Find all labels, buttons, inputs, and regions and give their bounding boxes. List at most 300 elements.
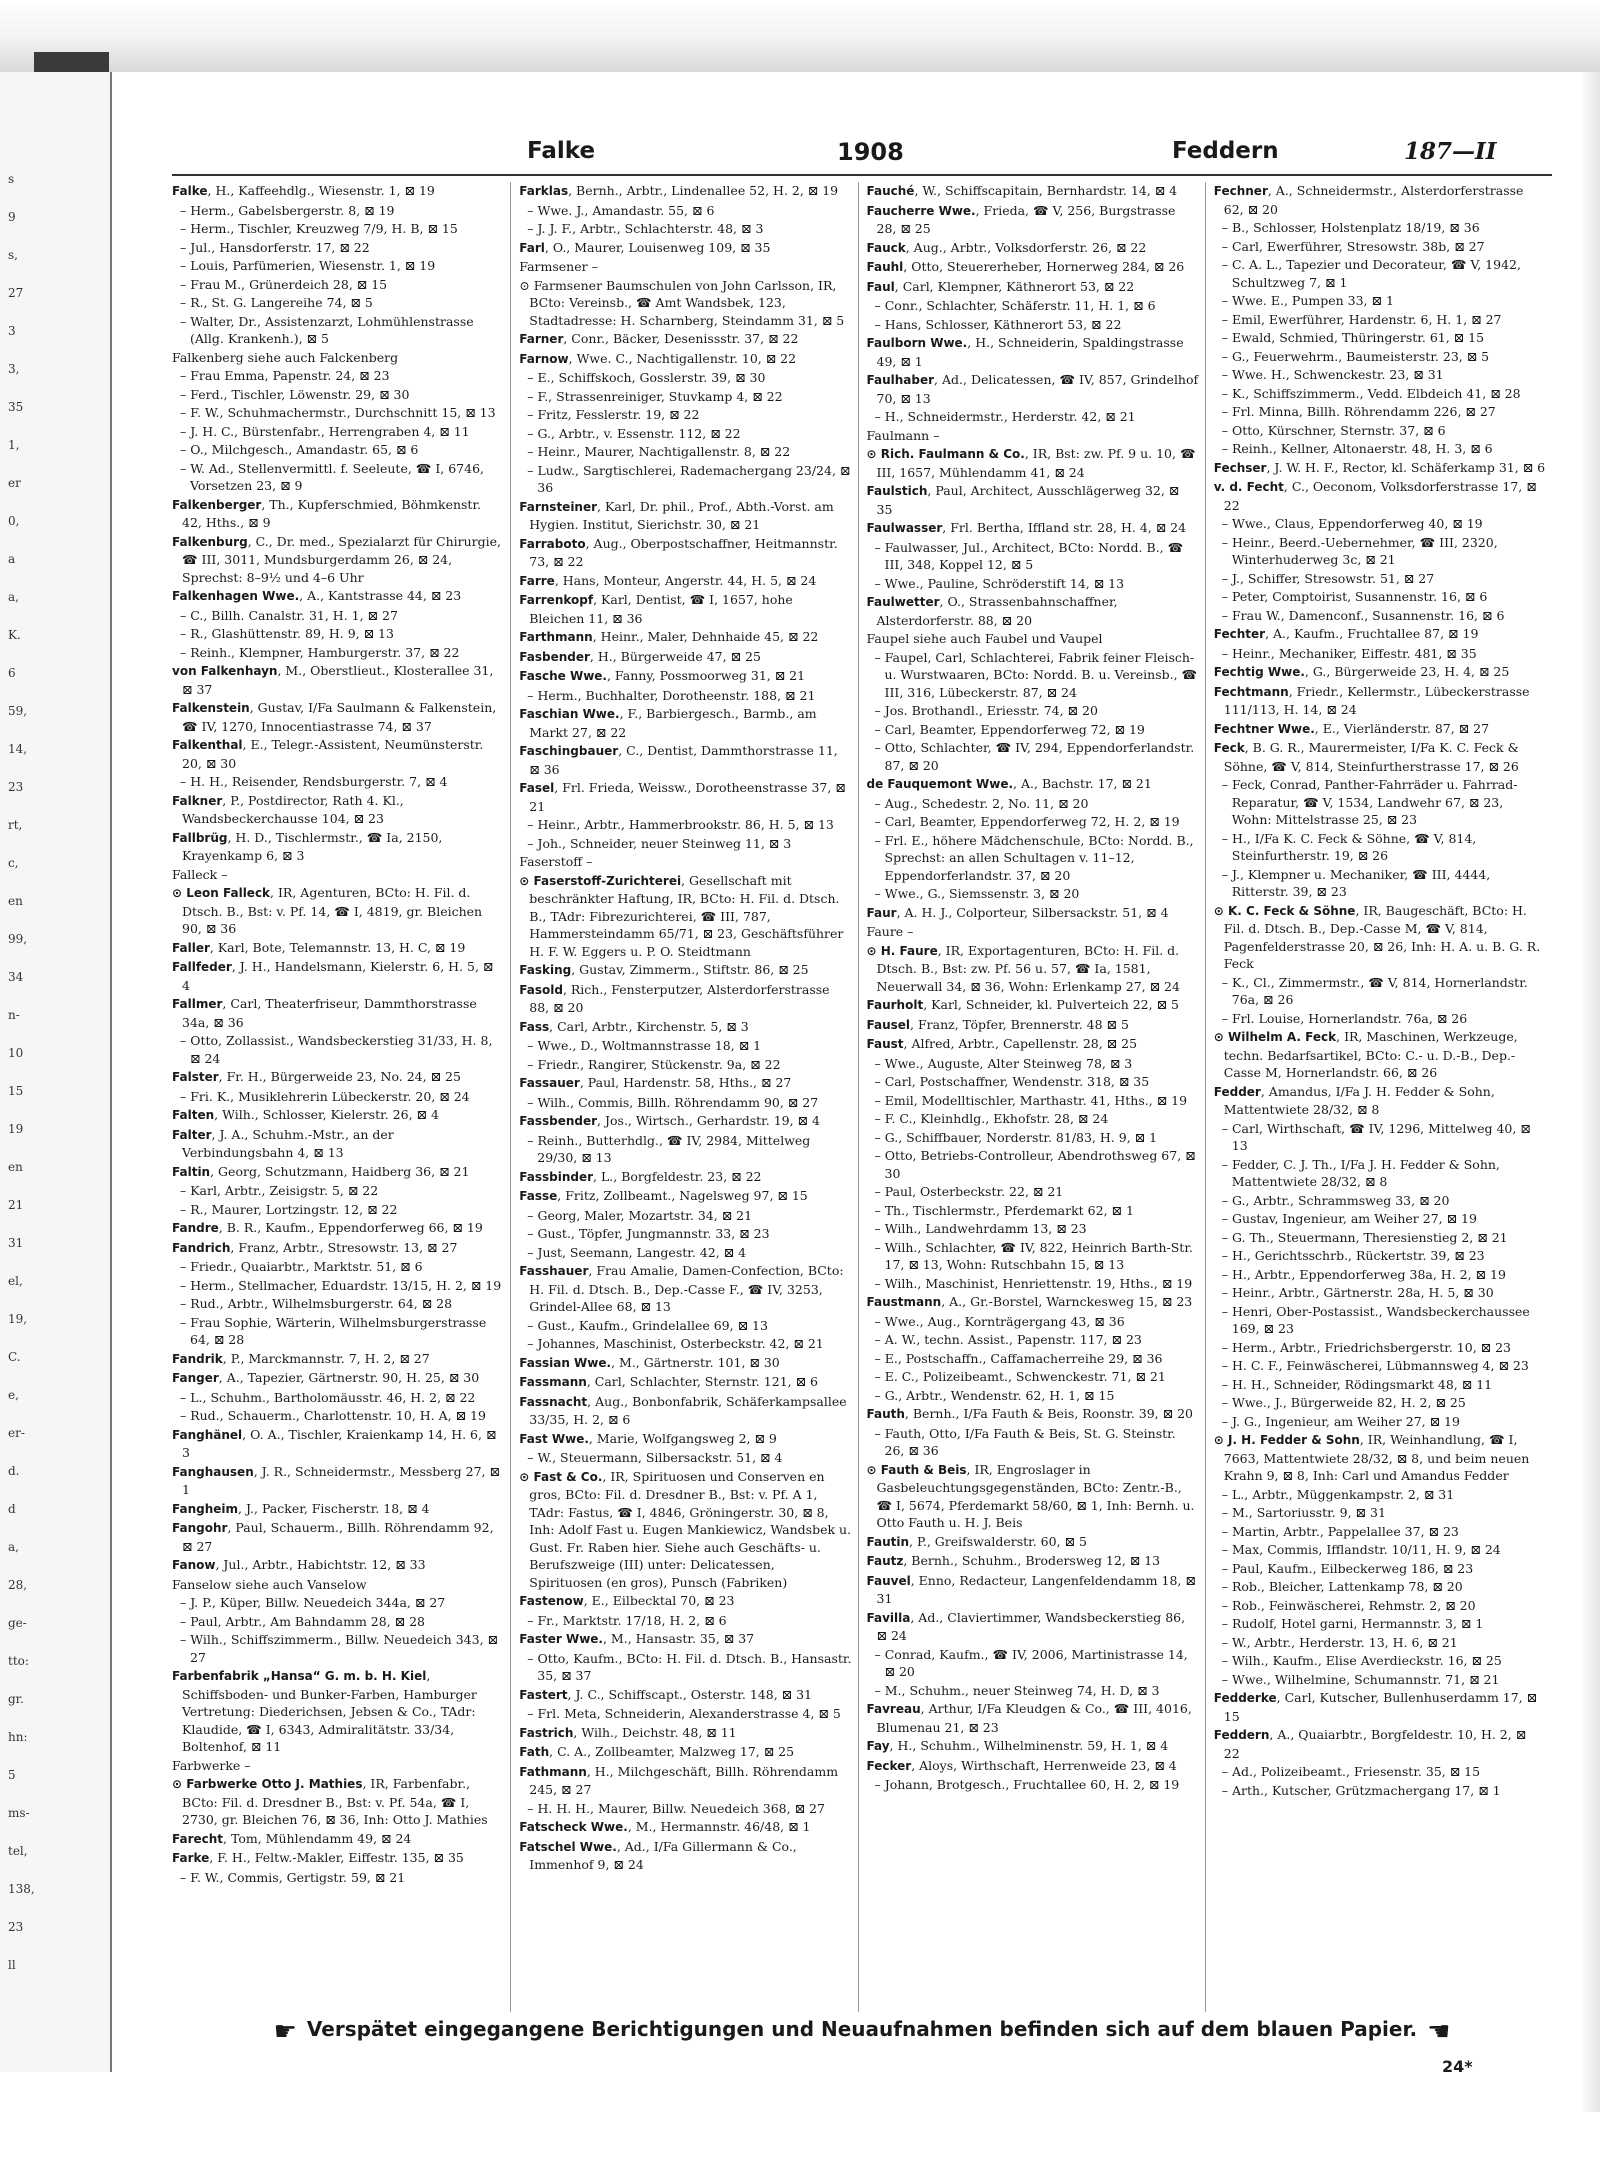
directory-entry: ⊙ Faserstoff-Zurichterei, Gesellschaft mit beschränkter Haftung, IR, BCto: H. Fil. d. Dtsch. B., TAdr: Fibrezurichterei, ☎ III, 787, Hammersteindamm 65/71, ⊠ 23, Geschäftsführer H. F. W. Eggers u. P. O. Steidtmann [519, 872, 844, 959]
directory-entry: – E., Postschaffn., Caffamacherreihe 29, ⊠ 36 [874, 1350, 1163, 1366]
directory-entry: Fass, Carl, Arbtr., Kirchenstr. 5, ⊠ 3 [519, 1018, 749, 1034]
directory-entry: – Johann, Brotgesch., Fruchtallee 60, H. 2, ⊠ 19 [874, 1777, 1180, 1792]
directory-entry: Faulwetter, O., Strassenbahnschaffner, Alsterdorferstr. 88, ⊠ 20 [866, 594, 1118, 628]
page-header [172, 138, 1552, 172]
directory-entry: ⊙ Farbwerke Otto J. Mathies, IR, Farbenfabr., BCto: Fil. d. Dresdner B., Bst: v. Pf. 54a, ☎ I, 2730, gr. Bleichen 76, ⊠ 36, Inh: Otto J. Mathies [172, 1776, 488, 1827]
gutter-fragment: 28, [8, 1578, 28, 1592]
directory-entry: Farecht, Tom, Mühlendamm 49, ⊠ 24 [172, 1830, 412, 1846]
directory-entry: – Gust., Kaufm., Grindelallee 69, ⊠ 13 [527, 1317, 768, 1333]
directory-entry: Feddern, A., Quaiarbtr., Borgfeldestr. 10, H. 2, ⊠ 22 [1213, 1727, 1527, 1761]
directory-entry: – Johannes, Maschinist, Osterbeckstr. 42, ⊠ 21 [527, 1336, 824, 1351]
gutter-fragment: 19, [8, 1312, 28, 1326]
directory-entry: – Heinr., Arbtr., Gärtnerstr. 28a, H. 5, ⊠ 30 [1221, 1285, 1494, 1300]
directory-entry: Fassmann, Carl, Schlachter, Sternstr. 121, ⊠ 6 [519, 1374, 818, 1389]
directory-entry: – G. Th., Steuermann, Theresienstieg 2, ⊠ 21 [1221, 1229, 1508, 1245]
gutter-fragment: er- [8, 1426, 25, 1440]
directory-entry: – Ad., Polizeibeamt., Friesenstr. 35, ⊠ 15 [1221, 1764, 1481, 1779]
directory-entry: Fath, C. A., Zollbeamter, Malzweg 17, ⊠ 25 [519, 1744, 795, 1759]
directory-entry: – Aug., Schedestr. 2, No. 11, ⊠ 20 [874, 795, 1089, 811]
directory-entry: – Conrad, Kaufm., ☎ IV, 2006, Martinistrasse 14, ⊠ 20 [874, 1646, 1188, 1679]
directory-entry: Fasking, Gustav, Zimmerm., Stiftstr. 86, ⊠ 25 [519, 962, 809, 977]
gutter-fragment: 6 [8, 666, 16, 680]
directory-entry: Falkenburg, C., Dr. med., Spezialarzt für Chirurgie, ☎ III, 3011, Mundsburgerdamm 26, ⊠ 24, Sprechst: 8–9½ und 4–6 Uhr [172, 533, 502, 585]
directory-entry: – Wwe., D., Woltmannstrasse 18, ⊠ 1 [527, 1038, 762, 1053]
directory-entry: Faulborn Wwe., H., Schneiderin, Spaldingstrasse 49, ⊠ 1 [866, 335, 1184, 369]
directory-entry: – Carl, Postschaffner, Wendenstr. 318, ⊠ 35 [874, 1074, 1150, 1089]
directory-entry: Fastrich, Wilh., Deichstr. 48, ⊠ 11 [519, 1724, 737, 1740]
directory-entry: Fanger, A., Tapezier, Gärtnerstr. 90, H. 25, ⊠ 30 [172, 1370, 480, 1385]
gutter-fragment: 5 [8, 1768, 16, 1782]
directory-entry: Faucherre Wwe., Frieda, ☎ V, 256, Burgstrasse 28, ⊠ 25 [866, 202, 1176, 236]
directory-entry: Fechtmann, Friedr., Kellermstr., Lübeckerstrasse 111/113, H. 14, ⊠ 24 [1213, 683, 1530, 717]
directory-entry: Faulmann – [866, 427, 940, 443]
directory-entry: – Paul, Osterbeckstr. 22, ⊠ 21 [874, 1184, 1064, 1199]
directory-entry: Fecker, Aloys, Wirthschaft, Herrenweide 23, ⊠ 4 [866, 1757, 1177, 1773]
directory-entry: – Friedr., Rangirer, Stückenstr. 9a, ⊠ 22 [527, 1056, 781, 1072]
directory-entry: – Wilh., Schlachter, ☎ IV, 822, Heinrich Barth-Str. 17, ⊠ 13, Wohn: Rutschbahn 15, ⊠ 13 [874, 1239, 1193, 1272]
directory-entry: – Wwe., G., Siemssenstr. 3, ⊠ 20 [874, 886, 1080, 901]
directory-entry: – Conr., Schlachter, Schäferstr. 11, H. 1, ⊠ 6 [874, 298, 1156, 313]
directory-entry: Fay, H., Schuhm., Wilhelminenstr. 59, H. 1, ⊠ 4 [866, 1738, 1169, 1753]
directory-entry: – Otto, Kaufm., BCto: H. Fil. d. Dtsch. B., Hansastr. 35, ⊠ 37 [527, 1650, 852, 1683]
gutter-fragment: 23 [8, 780, 24, 794]
directory-column-1 [172, 182, 511, 2012]
gutter-fragment: a, [8, 1540, 19, 1554]
directory-entry: Fauck, Aug., Arbtr., Volksdorferstr. 26, ⊠ 22 [866, 239, 1147, 255]
directory-entry: ⊙ Farmsener Baumschulen von John Carlsson, IR, BCto: Vereinsb., ☎ Amt Wandsbek, 123, Stadtadresse: H. Scharnberg, Steindamm 31, ⊠ 5 [519, 277, 845, 328]
directory-entry: – Herm., Arbtr., Friedrichsbergerstr. 10, ⊠ 23 [1221, 1339, 1511, 1355]
directory-entry: Fassbender, Jos., Wirtsch., Gerhardstr. 19, ⊠ 4 [519, 1113, 820, 1128]
directory-entry: – Henri, Ober-Postassist., Wandsbeckerchaussee 169, ⊠ 23 [1221, 1303, 1530, 1336]
directory-entry: Fasche Wwe., Fanny, Possmoorweg 31, ⊠ 21 [519, 668, 806, 683]
directory-entry: Fatscheck Wwe., M., Hermannstr. 46/48, ⊠ 1 [519, 1819, 811, 1834]
directory-entry: Fanow, Jul., Arbtr., Habichtstr. 12, ⊠ 33 [172, 1557, 426, 1572]
directory-entry: – Carl, Wirthschaft, ☎ IV, 1296, Mittelweg 40, ⊠ 13 [1221, 1120, 1531, 1153]
pointing-hand-right-icon: ☚ [1427, 2017, 1451, 2047]
directory-entry: Faur, A. H. J., Colporteur, Silbersackstr. 51, ⊠ 4 [866, 904, 1169, 920]
directory-entry: Fasse, Fritz, Zollbeamt., Nagelsweg 97, ⊠ 15 [519, 1188, 808, 1203]
directory-entry: – J., Schiffer, Stresowstr. 51, ⊠ 27 [1221, 570, 1435, 586]
directory-entry: – B., Schlosser, Holstenplatz 18/19, ⊠ 36 [1221, 220, 1480, 235]
gutter-fragment: 99, [8, 932, 28, 946]
directory-entry: – Fri. K., Musiklehrerin Lübeckerstr. 20, ⊠ 24 [180, 1088, 470, 1104]
directory-entry: Farrenkopf, Karl, Dentist, ☎ I, 1657, hohe Bleichen 11, ⊠ 36 [519, 592, 793, 626]
directory-entry: ⊙ Fauth & Beis, IR, Engroslager in Gasbeleuchtungsgegenständen, BCto: Zentr.-B., ☎ I, 5674, Pferdemarkt 58/60, ⊠ 1, Inh: Bernh. u. Otto Fauth u. H. J. Beis [866, 1461, 1195, 1530]
gutter-fragment: ms- [8, 1806, 30, 1820]
gutter-fragment: d [8, 1502, 16, 1516]
directory-entry: – Friedr., Quaiarbtr., Marktstr. 51, ⊠ 6 [180, 1259, 423, 1274]
directory-entry: – H., Arbtr., Eppendorferweg 38a, H. 2, ⊠ 19 [1221, 1266, 1506, 1282]
directory-entry: Farke, F. H., Feltw.-Makler, Eiffestr. 135, ⊠ 35 [172, 1850, 464, 1865]
directory-entry: – Carl, Beamter, Eppendorferweg 72, H. 2, ⊠ 19 [874, 814, 1180, 829]
directory-entry: – Ewald, Schmied, Thüringerstr. 61, ⊠ 15 [1221, 330, 1485, 345]
directory-entry: – Wilh., Commis, Billh. Röhrendamm 90, ⊠ 27 [527, 1094, 819, 1110]
directory-entry: – J. J. F., Arbtr., Schlachterstr. 48, ⊠ 3 [527, 221, 764, 236]
directory-entry: Faul, Carl, Klempner, Käthnerort 53, ⊠ 22 [866, 278, 1135, 294]
directory-entry: Farner, Conr., Bäcker, Desenissstr. 37, ⊠ 22 [519, 331, 799, 346]
directory-entry: Falten, Wilh., Schlosser, Kielerstr. 26, ⊠ 4 [172, 1107, 439, 1122]
directory-entry: – Arth., Kutscher, Grützmachergang 17, ⊠ 1 [1221, 1782, 1501, 1798]
directory-entry: Farnsteiner, Karl, Dr. phil., Prof., Abth.-Vorst. am Hygien. Institut, Sierichstr. 30, ⊠ 21 [519, 498, 834, 532]
directory-entry: ⊙ Fast & Co., IR, Spirituosen und Conserven en gros, BCto: Fil. d. Dresdner B., Bst: v. Pf. A 1, TAdr: Fastus, ☎ I, 4846, Gröningerstr. 30, ⊠ 8, Inh: Adolf Fast u. Eugen Mankiewicz, Wandsbek u. Gust. Fr. Raben hier. Siehe auch Geschäfts- u. Berufszweige (III) unter: Delicatessen, Spirituosen (en gros), Punsch (Fabriken) [519, 1468, 852, 1590]
directory-entry: – R., St. G. Langereihe 74, ⊠ 5 [180, 295, 373, 310]
directory-entry: – Ferd., Tischler, Löwenstr. 29, ⊠ 30 [180, 386, 410, 402]
directory-entry: Farklas, Bernh., Arbtr., Lindenallee 52, H. 2, ⊠ 19 [519, 183, 839, 198]
directory-entry: – Joh., Schneider, neuer Steinweg 11, ⊠ 3 [527, 835, 792, 851]
directory-entry: – J. P., Küper, Billw. Neuedeich 344a, ⊠ 27 [180, 1595, 446, 1610]
directory-entry: Fauché, W., Schiffscapitain, Bernhardstr. 14, ⊠ 4 [866, 183, 1178, 198]
directory-entry: Fastenow, E., Eilbecktal 70, ⊠ 23 [519, 1593, 735, 1608]
directory-entry: – Frl. Louise, Hornerlandstr. 76a, ⊠ 26 [1221, 1010, 1468, 1026]
directory-entry: – Rob., Feinwäscherei, Rehmstr. 2, ⊠ 20 [1221, 1597, 1476, 1613]
directory-entry: Fechser, J. W. H. F., Rector, kl. Schäferkamp 31, ⊠ 6 [1213, 459, 1546, 475]
directory-entry: – Reinh., Butterhdlg., ☎ IV, 2984, Mittelweg 29/30, ⊠ 13 [527, 1132, 811, 1165]
directory-entry: Faulhaber, Ad., Delicatessen, ☎ IV, 857, Grindelhof 70, ⊠ 13 [866, 372, 1199, 406]
gutter-fragment: 59, [8, 704, 28, 718]
directory-entry: – Rudolf, Hotel garni, Hermannstr. 3, ⊠ 1 [1221, 1616, 1484, 1631]
directory-entry: – Herm., Stellmacher, Eduardstr. 13/15, H. 2, ⊠ 19 [180, 1277, 502, 1293]
gutter-fragment: er [8, 476, 21, 490]
directory-entry: – H., Gerichtsschrb., Rückertstr. 39, ⊠ 23 [1221, 1248, 1485, 1263]
directory-entry: – Frl. Minna, Billh. Röhrendamm 226, ⊠ 27 [1221, 404, 1496, 419]
directory-entry: Fastert, J. C., Schiffscapt., Osterstr. 148, ⊠ 31 [519, 1686, 812, 1702]
directory-entry: Fechtig Wwe., G., Bürgerweide 23, H. 4, ⊠ 25 [1213, 664, 1510, 679]
directory-entry: – Herm., Tischler, Kreuzweg 7/9, H. B, ⊠ 15 [180, 221, 458, 236]
directory-entry: Fassbinder, L., Borgfeldestr. 23, ⊠ 22 [519, 1168, 762, 1184]
directory-page [112, 72, 1580, 2112]
directory-entry: Fasbender, H., Bürgerweide 47, ⊠ 25 [519, 648, 761, 664]
directory-entry: Farmsener – [519, 259, 598, 274]
directory-entry: Farthmann, Heinr., Maler, Dehnhaide 45, ⊠ 22 [519, 629, 819, 644]
directory-entry: – Wwe., J., Bürgerweide 82, H. 2, ⊠ 25 [1221, 1395, 1466, 1410]
directory-entry: – H. H., Schneider, Rödingsmarkt 48, ⊠ 11 [1221, 1376, 1493, 1392]
directory-entry: Fathmann, H., Milchgeschäft, Billh. Röhrendamm 245, ⊠ 27 [519, 1763, 839, 1797]
directory-entry: – Georg, Maler, Mozartstr. 34, ⊠ 21 [527, 1207, 753, 1223]
directory-entry: – Gustav, Ingenieur, am Weiher 27, ⊠ 19 [1221, 1211, 1477, 1226]
directory-entry: – Faulwasser, Jul., Architect, BCto: Nordd. B., ☎ III, 348, Koppel 12, ⊠ 5 [874, 539, 1184, 572]
directory-entry: – Frau Sophie, Wärterin, Wilhelmsburgerstrasse 64, ⊠ 28 [180, 1314, 487, 1347]
directory-entry: – Wilh., Schiffszimmerm., Billw. Neuedeich 343, ⊠ 27 [180, 1632, 498, 1665]
directory-entry: – Wwe., Pauline, Schröderstift 14, ⊠ 13 [874, 575, 1125, 591]
directory-entry: Fast Wwe., Marie, Wolfgangsweg 2, ⊠ 9 [519, 1430, 777, 1446]
directory-entry: Faust, Alfred, Arbtr., Capellenstr. 28, ⊠ 25 [866, 1036, 1138, 1051]
directory-entry: – F. W., Commis, Gertigstr. 59, ⊠ 21 [180, 1869, 406, 1885]
gutter-fragment: s, [8, 248, 18, 262]
directory-entry: – Emil, Ewerführer, Hardenstr. 6, H. 1, ⊠ 27 [1221, 311, 1502, 327]
header-left-keyword: Falke [527, 138, 596, 164]
directory-entry: – Otto, Zollassist., Wandsbeckerstieg 31/33, H. 8, ⊠ 24 [180, 1033, 493, 1066]
directory-entry: – Wilh., Kaufm., Elise Averdieckstr. 16, ⊠ 25 [1221, 1653, 1502, 1668]
gutter-fragment: 35 [8, 400, 24, 414]
directory-entry: Falkenhagen Wwe., A., Kantstrasse 44, ⊠ 23 [172, 588, 462, 603]
directory-entry: – J. G., Ingenieur, am Weiher 27, ⊠ 19 [1221, 1413, 1460, 1429]
directory-entry: – Walter, Dr., Assistenzarzt, Lohmühlenstrasse (Allg. Krankenh.), ⊠ 5 [180, 313, 474, 346]
gutter-fragment: e, [8, 1388, 19, 1402]
directory-entry: Faupel siehe auch Faubel und Vaupel [866, 631, 1103, 646]
directory-entry: Fauhl, Otto, Steuererheber, Hornerweg 284, ⊠ 26 [866, 259, 1185, 274]
gutter-fragment: s [8, 172, 15, 186]
directory-entry: ⊙ Rich. Faulmann & Co., IR, Bst: zw. Pf. 9 u. 10, ☎ III, 1657, Mühlendamm 41, ⊠ 24 [866, 446, 1196, 480]
directory-entry: Farl, O., Maurer, Louisenweg 109, ⊠ 35 [519, 239, 771, 255]
directory-entry: Falkenthal, E., Telegr.-Assistent, Neumünsterstr. 20, ⊠ 30 [172, 737, 484, 771]
directory-entry: – J. H. C., Bürstenfabr., Herrengraben 4, ⊠ 11 [180, 423, 470, 439]
directory-entry: Falkenstein, Gustav, I/Fa Saulmann & Falkenstein, ☎ IV, 1270, Innocentiastrasse 74, ⊠ 37 [172, 700, 497, 734]
directory-entry: – F. W., Schuhmachermstr., Durchschnitt 15, ⊠ 13 [180, 405, 496, 420]
directory-entry: Fauth, Bernh., I/Fa Fauth & Beis, Roonstr. 39, ⊠ 20 [866, 1406, 1193, 1421]
directory-entry: – G., Arbtr., Wendenstr. 62, H. 1, ⊠ 15 [874, 1387, 1115, 1403]
directory-entry: Fauvel, Enno, Redacteur, Langenfeldendamm 18, ⊠ 31 [866, 1572, 1196, 1606]
directory-entry: – Frau Emma, Papenstr. 24, ⊠ 23 [180, 368, 390, 383]
directory-entry: Fechtner Wwe., E., Vierländerstr. 87, ⊠ 27 [1213, 720, 1490, 736]
directory-entry: Faster Wwe., M., Hansastr. 35, ⊠ 37 [519, 1631, 755, 1646]
signature-mark: 24* [1442, 2057, 1473, 2076]
directory-entry: – Hans, Schlosser, Käthnerort 53, ⊠ 22 [874, 316, 1122, 332]
pointing-hand-left-icon: ☛ [273, 2017, 297, 2047]
directory-entry: – L., Schuhm., Bartholomäusstr. 46, H. 2, ⊠ 22 [180, 1389, 476, 1405]
gutter-fragment: tto: [8, 1654, 29, 1668]
directory-entry: Fautz, Bernh., Schuhm., Brodersweg 12, ⊠ 13 [866, 1553, 1161, 1568]
directory-entry: Fallbrüg, H. D., Tischlermstr., ☎ Ia, 2150, Krayenkamp 6, ⊠ 3 [172, 829, 443, 863]
directory-entry: – Wwe. H., Schwenckestr. 23, ⊠ 31 [1221, 367, 1444, 382]
directory-entry: – Wwe., Auguste, Alter Steinweg 78, ⊠ 3 [874, 1055, 1133, 1071]
directory-entry: – Faupel, Carl, Schlachterei, Fabrik feiner Fleisch- u. Wurstwaaren, BCto: Nordd. B. u. Vereinsb., ☎ III, 316, Lübeckerstr. 87, ⊠ 24 [874, 649, 1198, 700]
directory-entry: – W. Ad., Stellenvermittl. f. Seeleute, ☎ I, 6746, Vorsetzen 23, ⊠ 9 [180, 460, 484, 493]
directory-entry: – Max, Commis, Ifflandstr. 10/11, H. 9, ⊠ 24 [1221, 1542, 1501, 1557]
directory-entry: Fandrich, Franz, Arbtr., Stresowstr. 13, ⊠ 27 [172, 1239, 458, 1255]
directory-entry: – H. C. F., Feinwäscherei, Lübmannsweg 4, ⊠ 23 [1221, 1358, 1529, 1373]
directory-entry: – W., Arbtr., Herderstr. 13, H. 6, ⊠ 21 [1221, 1634, 1458, 1650]
gutter-fragment: gr. [8, 1692, 24, 1706]
directory-entry: – G., Arbtr., v. Essenstr. 112, ⊠ 22 [527, 425, 741, 441]
previous-page-gutter [0, 72, 113, 2072]
directory-entry: Fasshauer, Frau Amalie, Damen-Confection, BCto: H. Fil. d. Dtsch. B., Dep.-Casse F., ☎ IV, 3253, Grindel-Allee 68, ⊠ 13 [519, 1263, 844, 1314]
directory-entry: – Wwe., Aug., Kornträgergang 43, ⊠ 36 [874, 1313, 1125, 1329]
directory-entry: – F., Strassenreiniger, Stuvkamp 4, ⊠ 22 [527, 388, 783, 404]
directory-entry: – H. H., Reisender, Rendsburgerstr. 7, ⊠ 4 [180, 774, 448, 789]
directory-entry: – Frl. E., höhere Mädchenschule, BCto: Nordd. B., Sprechst: an allen Schultagen v. 11–12, Eppendorferlandstr. 37, ⊠ 20 [874, 832, 1194, 883]
gutter-fragment: 138, [8, 1882, 35, 1896]
directory-entry: – Just, Seemann, Langestr. 42, ⊠ 4 [527, 1244, 747, 1260]
directory-entry: Farbenfabrik „Hansa“ G. m. b. H. Kiel, Schiffsboden- und Bunker-Farben, Hamburger Vertretung: Diederichsen, Jebsen & Co., TAdr: Klaudide, ☎ I, 6343, Admiralitätstr. 33/34, Boltenhof, ⊠ 11 [172, 1668, 477, 1754]
directory-entry: Faschian Wwe., F., Barbiergesch., Barmb., am Markt 27, ⊠ 22 [519, 706, 817, 740]
gutter-fragment: K. [8, 628, 21, 642]
directory-column-4 [1214, 182, 1552, 2012]
directory-entry: Faltin, Georg, Schutzmann, Haidberg 36, ⊠ 21 [172, 1163, 470, 1179]
gutter-fragment: 14, [8, 742, 28, 756]
directory-entry: – Gust., Töpfer, Jungmannstr. 33, ⊠ 23 [527, 1226, 770, 1241]
scan-edge-top [0, 0, 1600, 72]
directory-entry: – Heinr., Beerd.-Uebernehmer, ☎ III, 2320, Winterhuderweg 3c, ⊠ 21 [1221, 534, 1498, 567]
directory-entry: – H., I/Fa K. C. Feck & Söhne, ☎ V, 814, Steinfurtherstr. 19, ⊠ 26 [1221, 830, 1477, 863]
directory-entry: – Reinh., Klempner, Hamburgerstr. 37, ⊠ 22 [180, 644, 460, 660]
directory-entry: – Emil, Modelltischler, Marthastr. 41, Hths., ⊠ 19 [874, 1092, 1188, 1108]
directory-entry: – Heinr., Arbtr., Hammerbrookstr. 86, H. 5, ⊠ 13 [527, 817, 834, 832]
directory-entry: Fallmer, Carl, Theaterfriseur, Dammthorstrasse 34a, ⊠ 36 [172, 996, 477, 1030]
directory-entry: von Falkenhayn, M., Oberstlieut., Klosterallee 31, ⊠ 37 [172, 663, 494, 697]
gutter-fragment: 19 [8, 1122, 24, 1136]
gutter-fragment: a [8, 552, 16, 566]
directory-entry: – Jos. Brothandl., Eriesstr. 74, ⊠ 20 [874, 703, 1098, 718]
directory-entry: – Heinr., Mechaniker, Eiffestr. 481, ⊠ 35 [1221, 645, 1477, 661]
directory-entry: Favilla, Ad., Claviertimmer, Wandsbeckerstieg 86, ⊠ 24 [866, 1609, 1186, 1643]
directory-entry: – Otto, Schlachter, ☎ IV, 294, Eppendorferlandstr. 87, ⊠ 20 [874, 740, 1195, 773]
gutter-fragment: rt, [8, 818, 23, 832]
directory-entry: Falke, H., Kaffeehdlg., Wiesenstr. 1, ⊠ 19 [172, 183, 435, 198]
directory-entry: – Frl. Meta, Schneiderin, Alexanderstrasse 4, ⊠ 5 [527, 1706, 841, 1721]
gutter-fragment: el, [8, 1274, 23, 1288]
directory-entry: – K., Cl., Zimmermstr., ☎ V, 814, Hornerlandstr. 76a, ⊠ 26 [1221, 974, 1528, 1007]
gutter-fragment: ll [8, 1958, 16, 1972]
directory-entry: Fausel, Franz, Töpfer, Brennerstr. 48 ⊠ 5 [866, 1016, 1129, 1032]
gutter-fragment: d. [8, 1464, 20, 1478]
directory-entry: Favreau, Arthur, I/Fa Kleudgen & Co., ☎ III, 4016, Blumenau 21, ⊠ 23 [866, 1701, 1192, 1735]
directory-entry: – R., Maurer, Lortzingstr. 12, ⊠ 22 [180, 1201, 398, 1217]
directory-entry: – Wwe., Claus, Eppendorferweg 40, ⊠ 19 [1221, 516, 1483, 531]
gutter-fragment: 1, [8, 438, 20, 452]
directory-entry: ⊙ Wilhelm A. Feck, IR, Maschinen, Werkzeuge, techn. Bedarfsartikel, BCto: C.- u. D.-B., Dep.-Casse M, Hornerlandstr. 66, ⊠ 26 [1213, 1029, 1518, 1080]
directory-entry: – Heinr., Maurer, Nachtigallenstr. 8, ⊠ 22 [527, 444, 791, 459]
directory-entry: Faschingbauer, C., Dentist, Dammthorstrasse 11, ⊠ 36 [519, 743, 838, 777]
gutter-fragment: n- [8, 1008, 20, 1022]
header-right-keyword: Feddern [1172, 138, 1279, 164]
header-year: 1908 [837, 138, 904, 166]
directory-entry: – Fauth, Otto, I/Fa Fauth & Beis, St. G. Steinstr. 26, ⊠ 36 [874, 1425, 1176, 1458]
gutter-fragment: tel, [8, 1844, 28, 1858]
directory-entry: Faulwasser, Frl. Bertha, Iffland str. 28, H. 4, ⊠ 24 [866, 520, 1187, 535]
directory-entry: – Fedder, C. J. Th., I/Fa J. H. Fedder & Sohn, Mattentwiete 28/32, ⊠ 8 [1221, 1156, 1500, 1189]
directory-entry: – Rud., Schauerm., Charlottenstr. 10, H. A, ⊠ 19 [180, 1408, 486, 1423]
directory-columns [172, 182, 1552, 2012]
directory-entry: – K., Schiffszimmerm., Vedd. Elbdeich 41, ⊠ 28 [1221, 385, 1521, 401]
gutter-fragment: 15 [8, 1084, 24, 1098]
directory-entry: Fanghänel, O. A., Tischler, Kraienkamp 14, H. 6, ⊠ 3 [172, 1426, 497, 1460]
directory-entry: Faurholt, Karl, Schneider, kl. Pulverteich 22, ⊠ 5 [866, 997, 1179, 1012]
directory-entry: Fedder, Amandus, I/Fa J. H. Fedder & Sohn, Mattentwiete 28/32, ⊠ 8 [1213, 1083, 1495, 1117]
directory-entry: – Jul., Hansdorferstr. 17, ⊠ 22 [180, 239, 370, 255]
directory-entry: – H., Schneidermstr., Herderstr. 42, ⊠ 21 [874, 409, 1136, 424]
directory-entry: ⊙ H. Faure, IR, Exportagenturen, BCto: H. Fil. d. Dtsch. B., Bst: zw. Pf. 56 u. 57, ☎ Ia, 1581, Neuerwall 34, ⊠ 36, Wohn: Erlenkamp 27, ⊠ 24 [866, 942, 1180, 994]
late-corrections-notice [172, 2017, 1552, 2047]
directory-entry: – Frau M., Grünerdeich 28, ⊠ 15 [180, 276, 388, 292]
directory-entry: – Herm., Gabelsbergerstr. 8, ⊠ 19 [180, 202, 395, 218]
directory-entry: – Frau W., Damenconf., Susannenstr. 16, ⊠ 6 [1221, 607, 1505, 623]
gutter-fragment: 3, [8, 362, 20, 376]
directory-entry: Fasold, Rich., Fensterputzer, Alsterdorferstrasse 88, ⊠ 20 [519, 981, 830, 1015]
directory-entry: – Rud., Arbtr., Wilhelmsburgerstr. 64, ⊠ 28 [180, 1296, 453, 1311]
gutter-fragment: 0, [8, 514, 20, 528]
directory-entry: Fasel, Frl. Frieda, Weissw., Dorotheenstrasse 37, ⊠ 21 [519, 780, 846, 814]
scan-edge-right [1580, 72, 1600, 2112]
gutter-fragment: 21 [8, 1198, 24, 1212]
header-page-number: 187—II [1404, 138, 1497, 165]
directory-entry: – G., Schiffbauer, Norderstr. 81/83, H. 9, ⊠ 1 [874, 1129, 1158, 1145]
directory-entry: – G., Arbtr., Schrammsweg 33, ⊠ 20 [1221, 1192, 1450, 1208]
directory-entry: Fassnacht, Aug., Bonbonfabrik, Schäferkampsallee 33/35, H. 2, ⊠ 6 [519, 1393, 847, 1427]
directory-entry: – Herm., Buchhalter, Dorotheenstr. 188, ⊠ 21 [527, 687, 816, 703]
directory-entry: Farraboto, Aug., Oberpostschaffner, Heitmannstr. 73, ⊠ 22 [519, 535, 838, 569]
directory-column-3 [867, 182, 1206, 2012]
directory-entry: – Martin, Arbtr., Pappelallee 37, ⊠ 23 [1221, 1523, 1459, 1539]
directory-entry: – R., Glashüttenstr. 89, H. 9, ⊠ 13 [180, 626, 394, 641]
directory-entry: Feck, B. G. R., Maurermeister, I/Fa K. C. Feck & Söhne, ☎ V, 814, Steinfurtherstrasse 17, ⊠ 26 [1213, 740, 1519, 774]
gutter-fragment: 34 [8, 970, 24, 984]
directory-entry: – M., Schuhm., neuer Steinweg 74, H. D, ⊠ 3 [874, 1682, 1160, 1698]
directory-entry: Faure – [866, 924, 914, 939]
directory-entry: Falster, Fr. H., Bürgerweide 23, No. 24, ⊠ 25 [172, 1069, 461, 1084]
directory-entry: – E. C., Polizeibeamt., Schwenckestr. 71, ⊠ 21 [874, 1369, 1166, 1384]
gutter-fragment: 23 [8, 1920, 24, 1934]
directory-entry: – A. W., techn. Assist., Papenstr. 117, ⊠ 23 [874, 1332, 1142, 1347]
directory-entry: – O., Milchgesch., Amandastr. 65, ⊠ 6 [180, 442, 419, 457]
directory-entry: – Wilh., Landwehrdamm 13, ⊠ 23 [874, 1221, 1087, 1236]
directory-entry: – Carl, Ewerführer, Stresowstr. 38b, ⊠ 27 [1221, 238, 1485, 254]
directory-entry: – Fr., Marktstr. 17/18, H. 2, ⊠ 6 [527, 1612, 727, 1628]
gutter-fragment: C. [8, 1350, 21, 1364]
gutter-fragment: 3 [8, 324, 16, 338]
directory-entry: – F. C., Kleinhdlg., Ekhofstr. 28, ⊠ 24 [874, 1111, 1109, 1126]
directory-entry: v. d. Fecht, C., Oeconom, Volksdorferstrasse 17, ⊠ 22 [1213, 479, 1537, 513]
directory-entry: – Ludw., Sargtischlerei, Rademachergang 23/24, ⊠ 36 [527, 462, 851, 495]
directory-entry: – Paul, Arbtr., Am Bahndamm 28, ⊠ 28 [180, 1613, 426, 1629]
directory-entry: Falkner, P., Postdirector, Rath 4. Kl., Wandsbeckerchausse 104, ⊠ 23 [172, 792, 404, 826]
notice-text: Verspätet eingegangene Berichtigungen und Neuaufnahmen befinden sich auf dem blauen Papier. [306, 2017, 1418, 2041]
directory-entry: – L., Arbtr., Müggenkampstr. 2, ⊠ 31 [1221, 1486, 1455, 1502]
directory-entry: Fassauer, Paul, Hardenstr. 58, Hths., ⊠ 27 [519, 1075, 792, 1090]
directory-entry: – G., Feuerwehrm., Baumeisterstr. 23, ⊠ 5 [1221, 348, 1490, 364]
directory-entry: – Paul, Kaufm., Eilbeckerweg 186, ⊠ 23 [1221, 1560, 1474, 1576]
directory-column-2 [519, 182, 858, 2012]
directory-entry: – Th., Tischlermstr., Pferdemarkt 62, ⊠ 1 [874, 1202, 1134, 1218]
directory-entry: – W., Steuermann, Silbersackstr. 51, ⊠ 4 [527, 1450, 783, 1465]
directory-entry: Fanselow siehe auch Vanselow [172, 1576, 367, 1592]
directory-entry: – Louis, Parfümerien, Wiesenstr. 1, ⊠ 19 [180, 258, 436, 273]
directory-entry: Fechner, A., Schneidermstr., Alsterdorferstrasse 62, ⊠ 20 [1213, 183, 1524, 217]
directory-entry: Faller, Karl, Bote, Telemannstr. 13, H. C, ⊠ 19 [172, 939, 466, 955]
gutter-fragment: a, [8, 590, 19, 604]
directory-entry: Fautin, P., Greifswalderstr. 60, ⊠ 5 [866, 1533, 1087, 1549]
directory-entry: – J., Klempner u. Mechaniker, ☎ III, 4444, Ritterstr. 39, ⊠ 23 [1221, 866, 1491, 899]
directory-entry: – H. H. H., Maurer, Billw. Neuedeich 368, ⊠ 27 [527, 1800, 825, 1816]
gutter-fragment: en [8, 1160, 23, 1174]
directory-entry: Fandre, B. R., Kaufm., Eppendorferweg 66, ⊠ 19 [172, 1220, 483, 1235]
directory-entry: Farre, Hans, Monteur, Angerstr. 44, H. 5, ⊠ 24 [519, 572, 817, 588]
directory-entry: – Carl, Beamter, Eppendorferweg 72, ⊠ 19 [874, 721, 1145, 737]
directory-entry: Fatschel Wwe., Ad., I/Fa Gillermann & Co., Immenhof 9, ⊠ 24 [519, 1838, 797, 1872]
directory-entry: Falkenberg siehe auch Falckenberg [172, 349, 399, 365]
directory-entry: – Otto, Betriebs-Controlleur, Abendrothsweg 67, ⊠ 30 [874, 1148, 1196, 1181]
directory-entry: Farbwerke – [172, 1757, 251, 1773]
directory-entry: – Fritz, Fesslerstr. 19, ⊠ 22 [527, 407, 700, 422]
gutter-fragment: c, [8, 856, 19, 870]
directory-entry: ⊙ K. C. Feck & Söhne, IR, Baugeschäft, BCto: H. Fil. d. Dtsch. B., Dep.-Casse M, ☎ V, 814, Pagenfelderstrasse 20, ⊠ 26, Inh: H. A. u. B. G. R. Feck [1213, 902, 1541, 971]
directory-entry: – E., Schiffskoch, Gosslerstr. 39, ⊠ 30 [527, 370, 766, 385]
directory-entry: – C. A. L., Tapezier und Decorateur, ☎ V, 1942, Schultzweg 7, ⊠ 1 [1221, 257, 1521, 290]
directory-entry: Faulstich, Paul, Architect, Ausschlägerweg 32, ⊠ 35 [866, 483, 1180, 517]
directory-entry: – Karl, Arbtr., Zeisigstr. 5, ⊠ 22 [180, 1183, 379, 1198]
directory-entry: de Fauquemont Wwe., A., Bachstr. 17, ⊠ 21 [866, 776, 1152, 791]
directory-entry: – Wwe. E., Pumpen 33, ⊠ 1 [1221, 293, 1394, 308]
directory-entry: – Wwe. J., Amandastr. 55, ⊠ 6 [527, 202, 715, 218]
directory-entry: Fedderke, Carl, Kutscher, Bullenhuserdamm 17, ⊠ 15 [1213, 1690, 1538, 1724]
directory-entry: Fanghausen, J. R., Schneidermstr., Messberg 27, ⊠ 1 [172, 1463, 500, 1497]
gutter-fragment: ge- [8, 1616, 27, 1630]
scan-margin-bar [34, 52, 109, 72]
directory-entry: – Feck, Conrad, Panther-Fahrräder u. Fahrrad-Reparatur, ☎ V, 1534, Landwehr 67, ⊠ 23, Wohn: Mittelstrasse 25, ⊠ 23 [1221, 777, 1518, 827]
gutter-fragment: hn: [8, 1730, 28, 1744]
directory-entry: Fechter, A., Kaufm., Fruchtallee 87, ⊠ 19 [1213, 626, 1479, 641]
directory-entry: ⊙ J. H. Fedder & Sohn, IR, Weinhandlung, ☎ I, 7663, Mattentwiete 28/32, ⊠ 8, und beim neuen Krahn 9, ⊠ 8, Inh: Carl und Amandus Fedder [1213, 1432, 1530, 1483]
directory-entry: Fandrik, P., Marckmannstr. 7, H. 2, ⊠ 27 [172, 1350, 430, 1366]
